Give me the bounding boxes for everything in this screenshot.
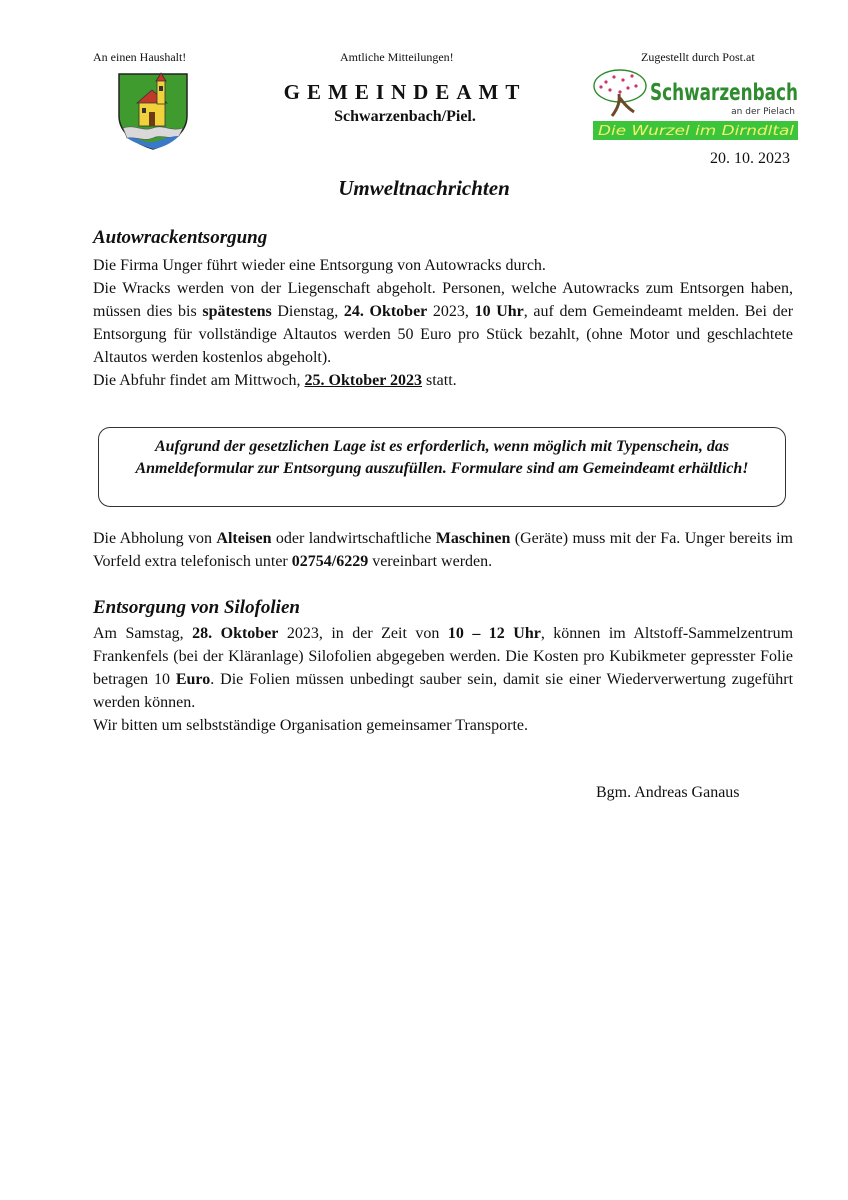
right-note: Zugestellt durch Post.at	[641, 50, 755, 64]
paragraph: Die Firma Unger führt wieder eine Entsorgung von Autowracks durch.	[93, 257, 546, 274]
office-subtitle: Schwarzenbach/Piel.	[334, 108, 476, 125]
paragraph: Wir bitten um selbstständige Organisation gemeinsamer Transporte.	[93, 717, 528, 734]
coat-of-arms-icon	[117, 72, 189, 150]
paragraph: Die Abfuhr findet am Mittwoch, 25. Oktober 2023 statt.	[93, 372, 457, 389]
left-note: An einen Haushalt!	[93, 50, 187, 64]
notice-box: Aufgrund der gesetzlichen Lage ist es erforderlich, wenn möglich mit Typenschein, das Anmeldeformular zur Entsorgung auszufüllen. Formulare sind am Gemeindeamt erhältlich!	[98, 427, 786, 507]
paragraph: Die Wracks werden von der Liegenschaft abgeholt. Personen, welche Autowracks zum Entsorgen haben, müssen dies bis spätestens Dienstag, 24. Oktober 2023, 10 Uhr, auf dem Gemeindeamt melden. Bei der Entsorgung für vollständige Altautos werden 50 Euro pro Stück bezahlt, (ohne Motor und geschlachtete Altautos werden kostenlos abgeholt).	[93, 280, 794, 366]
paragraph: Am Samstag, 28. Oktober 2023, in der Zeit von 10 – 12 Uhr, können im Altstoff-Sammelzentrum Frankenfels (bei der Kläranlage) Silofolien abgegeben werden. Die Kosten pro Kubikmeter gepresster Folie betragen 10 Euro. Die Folien müssen unbedingt sauber sein, damit sie einer Wiederverwertung zugeführt werden können.	[93, 625, 794, 711]
section-heading-autowrack: Autowrackentsorgung	[93, 227, 268, 248]
center-note: Amtliche Mitteilungen!	[340, 50, 454, 64]
schwarzenbach-logo	[592, 68, 800, 142]
section-body-autowrack	[93, 254, 793, 392]
signature: Bgm. Andreas Ganaus	[596, 784, 740, 801]
logo-tagline: an der Pielach	[731, 107, 795, 117]
document-date: 20. 10. 2023	[710, 150, 790, 167]
paragraph: Die Abholung von Alteisen oder landwirtschaftliche Maschinen (Geräte) muss mit der Fa. Unger bereits im Vorfeld extra telefonisch unter 02754/6229 vereinbart werden.	[93, 530, 793, 570]
logo-slogan: Die Wurzel im Dirndltal	[598, 124, 795, 139]
tree-icon	[594, 70, 646, 116]
document-title: Umweltnachrichten	[338, 176, 510, 200]
section-body-alteisen	[93, 527, 793, 573]
office-title: GEMEINDEAMT	[283, 80, 527, 104]
section-body-silofolien	[93, 622, 793, 737]
section-heading-silofolien: Entsorgung von Silofolien	[93, 597, 300, 618]
logo-name: Schwarzenbach	[650, 80, 798, 106]
